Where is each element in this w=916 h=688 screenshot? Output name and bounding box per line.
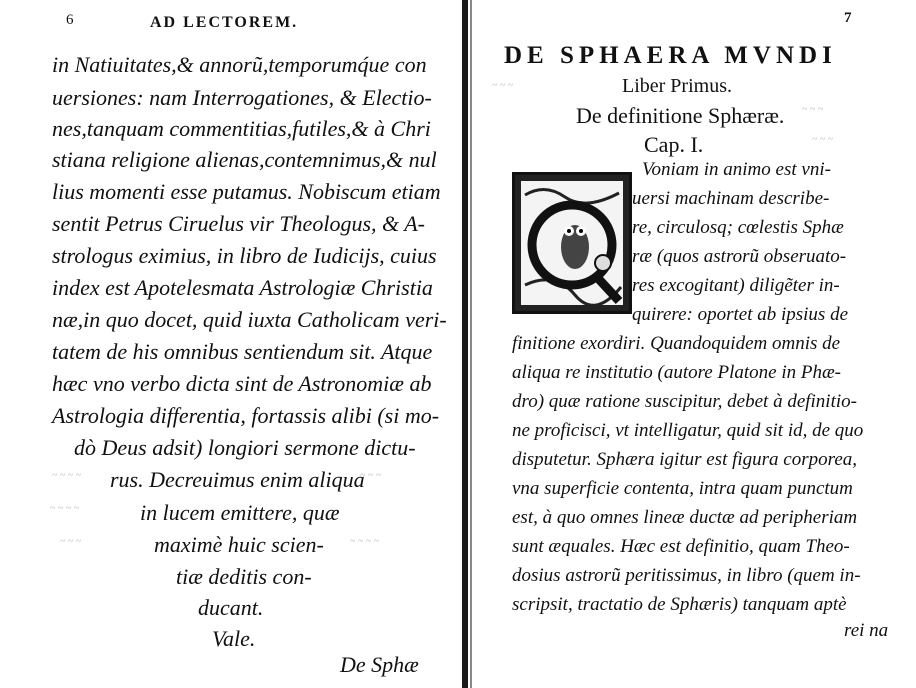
bleed-through-mark: ~ ~ ~: [802, 104, 824, 115]
left-line-6: sentit Petrus Ciruelus vir Theologus, & A-: [52, 211, 425, 236]
left-line-2: uersiones: nam Interrogationes, & Electio-: [52, 85, 432, 110]
left-catchword: De Sphæ: [340, 652, 419, 677]
right-line-14: sunt æquales. Hæc est definitio, quam Theo-: [512, 536, 850, 557]
right-line-2: uersi machinam describe-: [632, 188, 830, 209]
bleed-through-mark: ~ ~ ~ ~: [350, 536, 380, 547]
left-line-19: Vale.: [212, 626, 256, 651]
left-line-4: stiana religione alienas,contemnimus,& nul: [52, 147, 437, 172]
right-line-12: vna superficie contenta, intra quam punctum: [512, 478, 853, 499]
left-line-18: ducant.: [198, 595, 264, 620]
page-title: DE SPHAERA MVNDI: [504, 42, 837, 69]
decorated-initial-q-owl-image: [512, 172, 632, 314]
section-heading: De definitione Sphæræ.: [576, 103, 785, 128]
right-line-13: est, à quo omnes lineæ ductæ ad peripheriam: [512, 507, 858, 528]
left-running-head: AD LECTOREM.: [150, 14, 299, 31]
left-line-5: lius momenti esse putamus. Nobiscum etiam: [52, 179, 441, 204]
left-line-12: Astrologia differentia, fortassis alibi (si mo-: [52, 403, 440, 428]
left-line-3: nes,tanquam commentitias,futiles,& à Chri: [52, 116, 431, 141]
right-line-11: disputetur. Sphæra igitur est figura corporea,: [512, 449, 858, 470]
right-catchword: rei na: [844, 620, 889, 641]
left-line-10: tatem de his omnibus sentiendum sit. Atque: [52, 339, 433, 364]
bleed-through-mark: ~ ~ ~ ~: [50, 503, 80, 514]
right-page: [472, 0, 916, 688]
right-line-6: quirere: oportet ab ipsius de: [632, 304, 849, 325]
left-line-13: dò Deus adsit) longiori sermone dictu-: [74, 435, 416, 460]
right-line-5: res excogitant) diligẽter in-: [632, 275, 840, 296]
left-line-8: index est Apotelesmata Astrologiæ Christia: [52, 275, 433, 300]
left-line-17: tiæ deditis con-: [176, 564, 312, 589]
left-line-9: næ,in quo docet, quid iuxta Catholicam veri-: [52, 307, 447, 332]
right-line-10: ne proficisci, vt intelligatur, quid sit id, de quo: [512, 420, 864, 441]
left-line-16: maximè huic scien-: [154, 532, 324, 557]
right-line-8: aliqua re institutio (autore Platone in Phæ-: [512, 362, 841, 383]
left-line-11: hæc vno verbo dicta sint de Astronomiæ ab: [52, 371, 432, 396]
left-line-14: rus. Decreuimus enim aliqua: [110, 467, 365, 492]
left-line-7: strologus eximius, in libro de Iudicijs, cuius: [52, 243, 437, 268]
chapter-heading: Cap. I.: [644, 132, 704, 157]
bleed-through-mark: ~ ~ ~: [60, 536, 82, 547]
right-line-15: dosius astrorũ peritissimus, in libro (quem in-: [512, 565, 861, 586]
right-line-3: re, circulosq; cœlestis Sphæ: [632, 217, 844, 238]
bleed-through-mark: ~ ~ ~: [492, 80, 514, 91]
left-line-15: in lucem emittere, quæ: [140, 500, 340, 525]
right-page-number: 7: [844, 10, 852, 26]
book-gutter: [462, 0, 468, 688]
bleed-through-mark: ~ ~ ~ ~: [52, 470, 82, 481]
right-line-4: ræ (quos astrorũ obseruato-: [632, 246, 847, 267]
bleed-through-mark: ~ ~ ~: [360, 470, 382, 481]
right-line-9: dro) quæ ratione suscipitur, debet à definitio-: [512, 391, 857, 412]
owl-woodcut-icon: [515, 175, 629, 311]
right-line-7: finitione exordiri. Quandoquidem omnis de: [512, 333, 841, 354]
left-page-number: 6: [66, 12, 74, 28]
right-line-1: Voniam in animo est vni-: [642, 159, 831, 180]
right-line-16: scripsit, tractatio de Sphæris) tanquam aptè: [512, 594, 847, 615]
book-label: Liber Primus.: [622, 75, 732, 97]
bleed-through-mark: ~ ~ ~: [812, 134, 834, 145]
left-line-1: in Natiuitates,& annorũ,temporumq́ue con: [52, 52, 427, 77]
